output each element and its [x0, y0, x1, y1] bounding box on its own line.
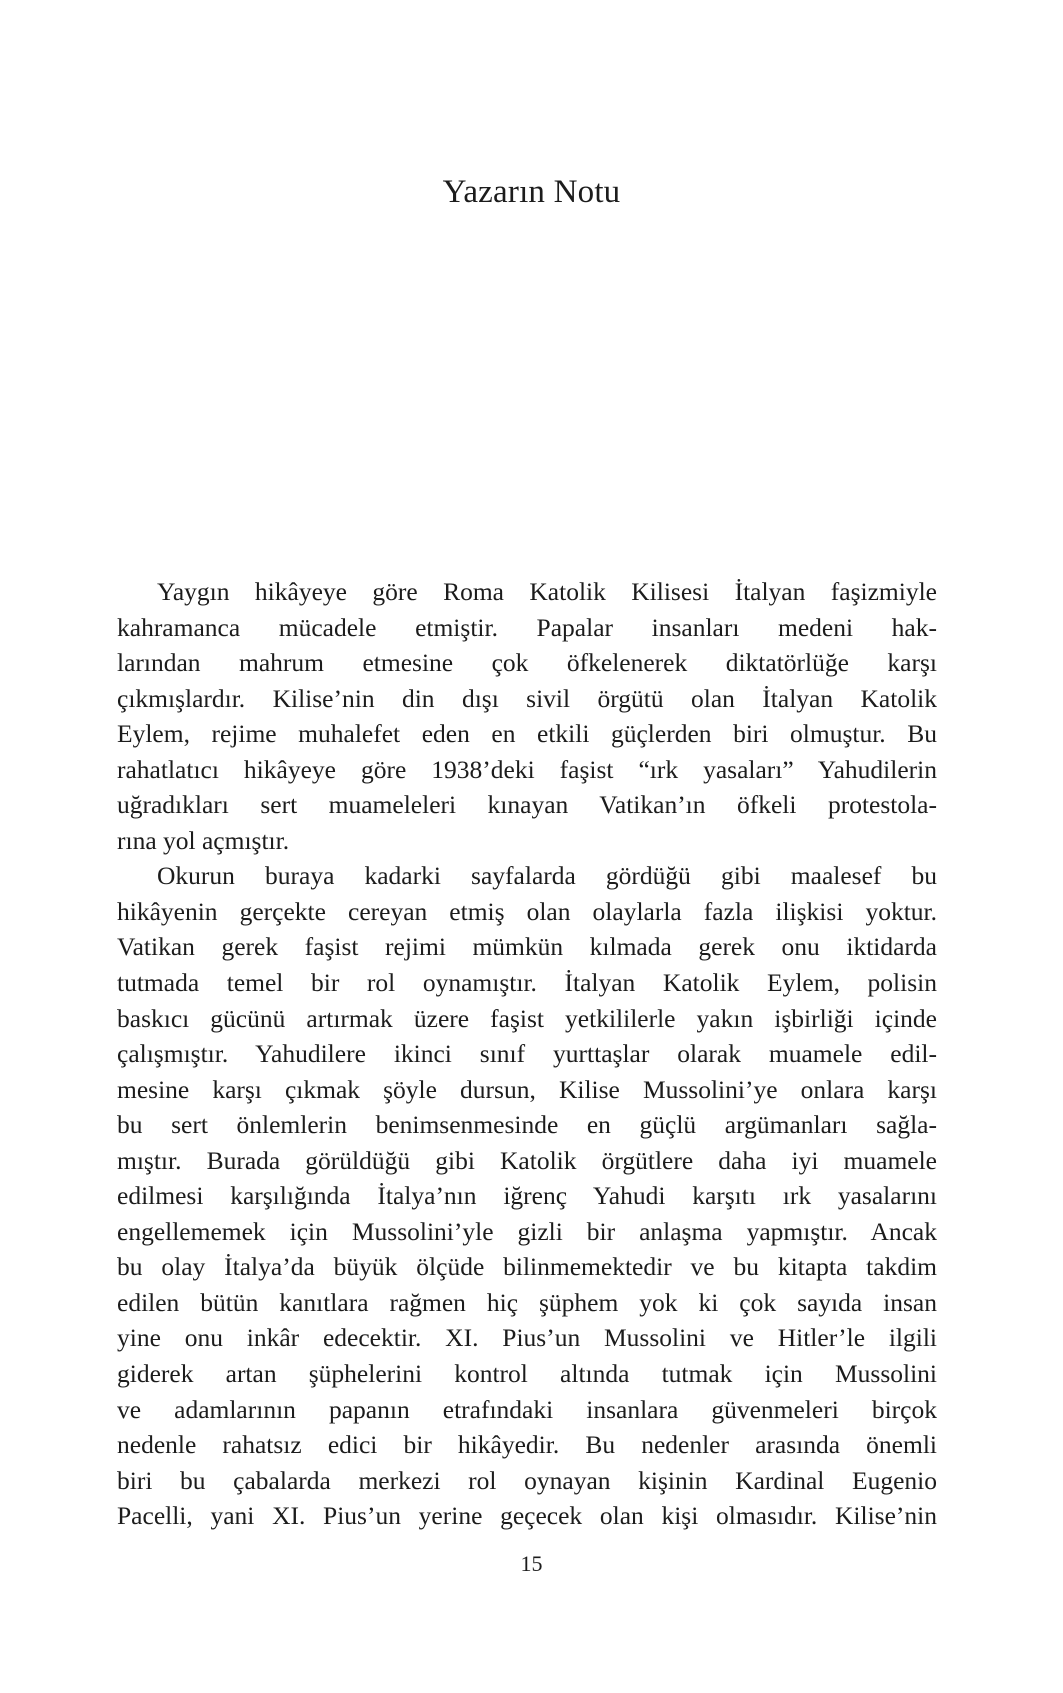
- text-line: kahramanca mücadele etmiştir. Papalar insanları medeni hak-: [117, 612, 937, 642]
- text-line: tutmada temel bir rol oynamıştır. İtalyan Katolik Eylem, polisin: [117, 968, 937, 998]
- text-line: hikâyenin gerçekte cereyan etmiş olan olaylarla fazla ilişkisi yoktur.: [117, 896, 937, 926]
- text-line: larından mahrum etmesine çok öfkelenerek diktatörlüğe karşı: [117, 648, 937, 678]
- text-line: baskıcı gücünü artırmak üzere faşist yetkililerle yakın işbirliği içinde: [117, 1003, 937, 1033]
- text-line: edilmesi karşılığında İtalya’nın iğrenç Yahudi karşıtı ırk yasalarını: [117, 1181, 937, 1211]
- text-line: çalışmıştır. Yahudilere ikinci sınıf yurttaşlar olarak muamele edil-: [117, 1039, 937, 1069]
- text-line: mıştır. Burada görüldüğü gibi Katolik örgütlere daha iyi muamele: [117, 1145, 937, 1175]
- text-line: Okurun buraya kadarki sayfalarda gördüğü gibi maalesef bu: [157, 861, 937, 891]
- chapter-title: Yazarın Notu: [442, 174, 621, 210]
- text-line: Pacelli, yani XI. Pius’un yerine geçecek olan kişi olmasıdır. Kilise’nin: [117, 1501, 937, 1531]
- text-line: nedenle rahatsız edici bir hikâyedir. Bu nedenler arasında önemli: [117, 1430, 937, 1460]
- text-line: uğradıkları sert muameleleri kınayan Vatikan’ın öfkeli protestola-: [117, 790, 937, 820]
- text-line: rahatlatıcı hikâyeye göre 1938’deki faşist “ırk yasaları” Yahudilerin: [117, 754, 937, 784]
- text-line: Yaygın hikâyeye göre Roma Katolik Kilisesi İtalyan faşizmiyle: [157, 577, 937, 606]
- text-line: ve adamlarının papanın etrafındaki insanlara güvenmeleri birçok: [117, 1394, 937, 1424]
- text-line: Eylem, rejime muhalefet eden en etkili güçlerden biri olmuştur. Bu: [117, 719, 937, 749]
- text-line: engellememek için Mussolini’yle gizli bir anlaşma yapmıştır. Ancak: [117, 1216, 937, 1246]
- text-line: yine onu inkâr edecektir. XI. Pius’un Mussolini ve Hitler’le ilgili: [117, 1323, 937, 1353]
- text-line: çıkmışlardır. Kilise’nin din dışı sivil örgütü olan İtalyan Katolik: [117, 683, 937, 713]
- page-number: 15: [520, 1551, 543, 1576]
- text-line: edilen bütün kanıtlara rağmen hiç şüphem yok ki çok sayıda insan: [117, 1287, 937, 1317]
- text-line: rına yol açmıştır.: [117, 825, 290, 855]
- text-line: mesine karşı çıkmak şöyle dursun, Kilise Mussolini’ye onlara karşı: [117, 1074, 937, 1104]
- text-line: bu olay İtalya’da büyük ölçüde bilinmemektedir ve bu kitapta takdim: [117, 1252, 937, 1282]
- text-line: giderek artan şüphelerini kontrol altında tutmak için Mussolini: [117, 1359, 937, 1389]
- text-line: Vatikan gerek faşist rejimi mümkün kılmada gerek onu iktidarda: [117, 932, 937, 962]
- text-line: bu sert önlemlerin benimsenmesinde en güçlü argümanları sağla-: [117, 1110, 937, 1140]
- body-text: [117, 574, 937, 1534]
- text-line: biri bu çabalarda merkezi rol oynayan kişinin Kardinal Eugenio: [117, 1465, 937, 1495]
